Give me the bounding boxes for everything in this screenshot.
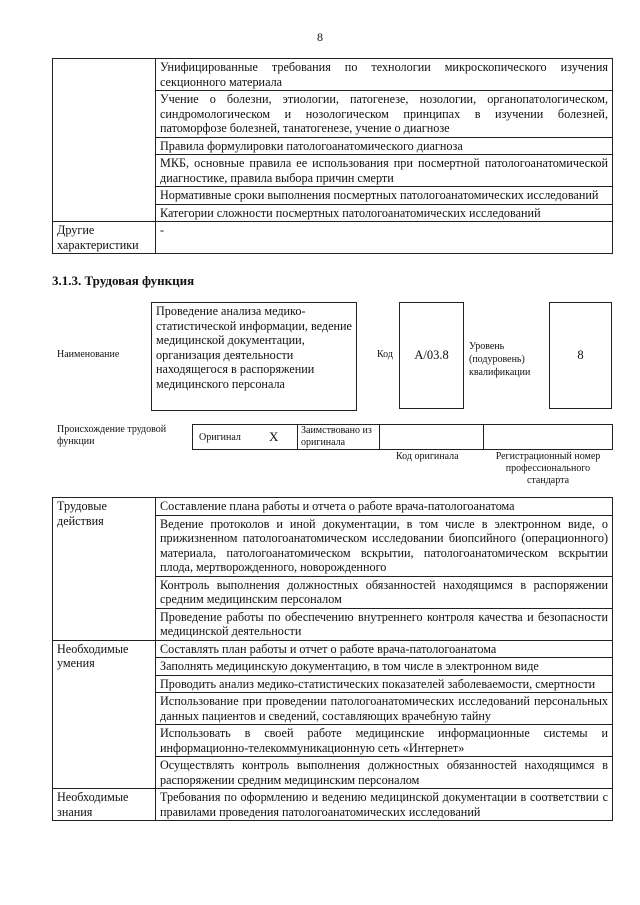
section-heading: 3.1.3. Трудовая функция bbox=[52, 273, 195, 288]
skill-item: Заполнять медицинскую документацию, в том числе в электронном виде bbox=[156, 658, 613, 676]
skill-item: Проводить анализ медико-статистических показателей заболеваемости, смертности bbox=[156, 675, 613, 693]
knowledge-item: Категории сложности посмертных патологоанатомических исследований bbox=[156, 204, 613, 222]
origin-row bbox=[192, 424, 613, 450]
skill-item: Использование при проведении патологоанатомических исследований персональных данных пациентов и сведений, составляющих врачебную тайну bbox=[156, 693, 613, 725]
original-mark: X bbox=[269, 429, 279, 444]
function-name-box bbox=[151, 302, 357, 411]
knowledge-item: Унифицированные требования по технологии микроскопического изучения секционного материала bbox=[156, 59, 613, 91]
labor-action-item: Ведение протоколов и иной документации, в том числе в электронном виде, о прижизненном патологоанатомическом исследовании биопсийного (операционного) материала, патологоанатомическом вскрытии, патологоанатомическом вскрытии плода, мертворожденного, новорожденного bbox=[156, 515, 613, 576]
page-number: 8 bbox=[317, 30, 323, 44]
function-name: Проведение анализа медико-статистической информации, ведение медицинской документации, организация деятельности находящегося в распоряжении медицинского персонала bbox=[156, 304, 352, 391]
code-original-label: Код оригинала bbox=[396, 451, 459, 462]
divider bbox=[483, 425, 484, 449]
other-characteristics-value: - bbox=[156, 222, 613, 254]
knowledge-item: Правила формулировки патологоанатомического диагноза bbox=[156, 137, 613, 155]
level-value: 8 bbox=[577, 348, 584, 362]
original-label: Оригинал bbox=[199, 432, 241, 443]
skills-label: Необходимые умения bbox=[53, 640, 156, 789]
skill-item: Осуществлять контроль выполнения должностных обязанностей находящимся в распоряжении средним медицинским персоналом bbox=[156, 757, 613, 789]
skill-item: Составлять план работы и отчет о работе врача-патологоанатома bbox=[156, 640, 613, 658]
labor-function-table bbox=[52, 497, 613, 821]
code-box bbox=[399, 302, 464, 409]
name-label: Наименование bbox=[57, 349, 120, 360]
knowledge-table-continued bbox=[52, 58, 613, 254]
knowledge-item: Требования по оформлению и ведению медицинской документации в соответствии с правилами проведения патологоанатомических исследований bbox=[156, 789, 613, 821]
labor-action-item: Составление плана работы и отчета о работе врача-патологоанатома bbox=[156, 498, 613, 516]
reg-number-label: Регистрационный номер профессионального стандарта bbox=[495, 451, 601, 486]
knowledge-item: Нормативные сроки выполнения посмертных патологоанатомических исследований bbox=[156, 187, 613, 205]
knowledge-item: Учение о болезни, этиологии, патогенезе, нозологии, органопатологическом, синдромологическом и нозологическом принципах в изучении болезней, патоморфозе болезней, танатогенезе, учение о диагнозе bbox=[156, 91, 613, 138]
knowledge-item: МКБ, основные правила ее использования при посмертной патологоанатомической диагностике, правила выбора причин смерти bbox=[156, 155, 613, 187]
knowledge-label: Необходимые знания bbox=[53, 789, 156, 821]
other-characteristics-label: Другие характеристики bbox=[53, 222, 156, 254]
divider bbox=[297, 425, 298, 449]
borrowed-label: Заимствовано из оригинала bbox=[301, 425, 372, 448]
skill-item: Использовать в своей работе медицинские информационные системы и информационно-телекоммуникационную сеть «Интернет» bbox=[156, 725, 613, 757]
divider bbox=[379, 425, 380, 449]
origin-label: Происхождение трудовой функции bbox=[57, 424, 167, 447]
code-label: Код bbox=[377, 349, 393, 360]
labor-action-item: Проведение работы по обеспечению внутреннего контроля качества и безопасности медицинской деятельности bbox=[156, 608, 613, 640]
labor-action-item: Контроль выполнения должностных обязанностей находящимся в распоряжении средним медицинским персоналом bbox=[156, 576, 613, 608]
level-label: Уровень (подуровень) квалификации bbox=[469, 341, 531, 378]
level-box bbox=[549, 302, 612, 409]
row-label bbox=[53, 59, 156, 222]
code-value: A/03.8 bbox=[414, 348, 449, 362]
labor-actions-label: Трудовые действия bbox=[53, 498, 156, 641]
